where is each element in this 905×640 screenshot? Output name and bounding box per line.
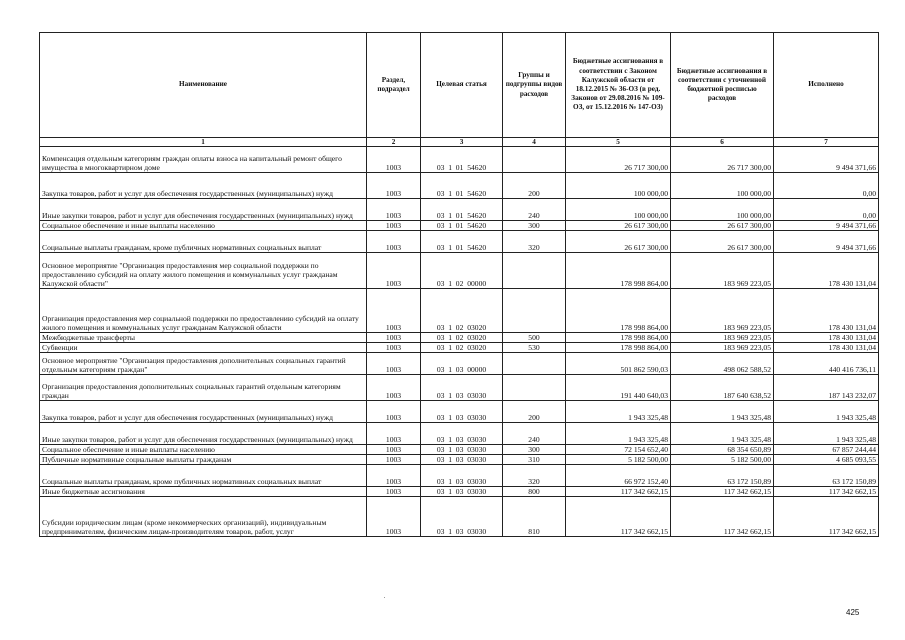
- row-section: 1003: [367, 445, 421, 455]
- row-name: Социальное обеспечение и иные выплаты населению: [40, 221, 367, 231]
- row-target: 03 1 03 03030: [421, 375, 503, 401]
- table-row: [40, 221, 879, 231]
- header-target: Целевая статья: [421, 33, 503, 138]
- budget-table: [39, 32, 879, 537]
- column-numbers-row: [40, 138, 879, 147]
- row-section: 1003: [367, 343, 421, 353]
- row-executed-amount: 178 430 131,04: [774, 289, 879, 333]
- row-law-amount: 72 154 652,40: [566, 445, 671, 455]
- row-target: 03 1 02 03020: [421, 289, 503, 333]
- row-section: 1003: [367, 289, 421, 333]
- row-target: 03 1 02 03020: [421, 333, 503, 343]
- page-number: 425: [846, 608, 860, 617]
- row-executed-amount: 0,00: [774, 199, 879, 221]
- row-refined-amount: 183 969 223,05: [671, 289, 774, 333]
- row-section: 1003: [367, 231, 421, 253]
- column-number: 4: [503, 138, 566, 147]
- table-row: [40, 289, 879, 333]
- row-name: Иные бюджетные ассигнования: [40, 487, 367, 497]
- row-executed-amount: 63 172 150,89: [774, 465, 879, 487]
- row-target: 03 1 02 00000: [421, 253, 503, 289]
- header-name: Наименование: [40, 33, 367, 138]
- row-law-amount: 178 998 864,00: [566, 333, 671, 343]
- row-group: 320: [503, 465, 566, 487]
- row-target: 03 1 01 54620: [421, 147, 503, 173]
- row-executed-amount: 9 494 371,66: [774, 147, 879, 173]
- row-section: 1003: [367, 455, 421, 465]
- row-group: 200: [503, 173, 566, 199]
- row-law-amount: 26 617 300,00: [566, 231, 671, 253]
- header-row: [40, 33, 879, 138]
- row-executed-amount: 178 430 131,04: [774, 333, 879, 343]
- row-law-amount: 100 000,00: [566, 199, 671, 221]
- column-number: 3: [421, 138, 503, 147]
- row-name: Основное мероприятие "Организация предоставления мер социальной поддержки по предоставлению субсидий на оплату жилого помещения и коммунальных услуг гражданам Калужской области": [40, 253, 367, 289]
- column-number: 1: [40, 138, 367, 147]
- row-group: 200: [503, 401, 566, 423]
- row-section: 1003: [367, 423, 421, 445]
- row-section: 1003: [367, 465, 421, 487]
- row-group: 240: [503, 199, 566, 221]
- table-row: [40, 173, 879, 199]
- table-row: [40, 401, 879, 423]
- row-refined-amount: 5 182 500,00: [671, 455, 774, 465]
- row-section: 1003: [367, 221, 421, 231]
- row-law-amount: 100 000,00: [566, 173, 671, 199]
- row-group: 530: [503, 343, 566, 353]
- row-refined-amount: 1 943 325,48: [671, 423, 774, 445]
- header-section: Раздел, подраздел: [367, 33, 421, 138]
- row-executed-amount: 1 943 325,48: [774, 423, 879, 445]
- row-refined-amount: 183 969 223,05: [671, 343, 774, 353]
- row-name: Межбюджетные трансферты: [40, 333, 367, 343]
- row-name: Организация предоставления мер социальной поддержки по предоставлению субсидий на оплату жилого помещения и коммунальных услуг гражданам Калужской области: [40, 289, 367, 333]
- row-name: Закупка товаров, работ и услуг для обеспечения государственных (муниципальных) нужд: [40, 401, 367, 423]
- row-group: [503, 289, 566, 333]
- row-executed-amount: 178 430 131,04: [774, 343, 879, 353]
- row-section: 1003: [367, 199, 421, 221]
- row-group: 300: [503, 445, 566, 455]
- row-name: Закупка товаров, работ и услуг для обеспечения государственных (муниципальных) нужд: [40, 173, 367, 199]
- row-law-amount: 117 342 662,15: [566, 497, 671, 537]
- table-row: [40, 455, 879, 465]
- table-row: [40, 353, 879, 375]
- row-name: Социальные выплаты гражданам, кроме публичных нормативных социальных выплат: [40, 465, 367, 487]
- row-executed-amount: 67 857 244,44: [774, 445, 879, 455]
- row-section: 1003: [367, 253, 421, 289]
- table-row: [40, 147, 879, 173]
- row-section: 1003: [367, 375, 421, 401]
- row-group: [503, 147, 566, 173]
- header-refined: Бюджетные ассигнования в соответствии с уточненной бюджетной росписью расходов: [671, 33, 774, 138]
- row-section: 1003: [367, 353, 421, 375]
- row-name: Субвенции: [40, 343, 367, 353]
- row-group: 320: [503, 231, 566, 253]
- row-refined-amount: 26 617 300,00: [671, 221, 774, 231]
- table-body: [40, 147, 879, 537]
- row-refined-amount: 183 969 223,05: [671, 333, 774, 343]
- row-refined-amount: 63 172 150,89: [671, 465, 774, 487]
- row-target: 03 1 03 03030: [421, 423, 503, 445]
- row-executed-amount: 9 494 371,66: [774, 221, 879, 231]
- row-executed-amount: 187 143 232,07: [774, 375, 879, 401]
- row-refined-amount: 498 062 588,52: [671, 353, 774, 375]
- row-law-amount: 26 717 300,00: [566, 147, 671, 173]
- row-refined-amount: 68 354 650,89: [671, 445, 774, 455]
- row-law-amount: 1 943 325,48: [566, 423, 671, 445]
- row-section: 1003: [367, 147, 421, 173]
- table-row: [40, 375, 879, 401]
- table-row: [40, 487, 879, 497]
- row-target: 03 1 03 03030: [421, 445, 503, 455]
- row-executed-amount: 440 416 736,11: [774, 353, 879, 375]
- row-refined-amount: 187 640 638,52: [671, 375, 774, 401]
- row-group: 810: [503, 497, 566, 537]
- row-group: 800: [503, 487, 566, 497]
- row-target: 03 1 03 03030: [421, 455, 503, 465]
- column-number: 7: [774, 138, 879, 147]
- row-name: Публичные нормативные социальные выплаты гражданам: [40, 455, 367, 465]
- table-row: [40, 423, 879, 445]
- header-law: Бюджетные ассигнования в соответствии с Законом Калужской области от 18.12.2015 № 36-ОЗ (в ред. Законов от 29.08.2016 № 109-ОЗ, от 15.12.2016 № 147-ОЗ): [566, 33, 671, 138]
- row-executed-amount: 117 342 662,15: [774, 497, 879, 537]
- row-executed-amount: 0,00: [774, 173, 879, 199]
- table-row: [40, 199, 879, 221]
- table-row: [40, 253, 879, 289]
- row-refined-amount: 26 617 300,00: [671, 231, 774, 253]
- row-target: 03 1 03 03030: [421, 497, 503, 537]
- row-name: Основное мероприятие "Организация предоставления дополнительных социальных гарантий отдельным категориям граждан": [40, 353, 367, 375]
- row-group: [503, 375, 566, 401]
- header-executed: Исполнено: [774, 33, 879, 138]
- row-name: Иные закупки товаров, работ и услуг для обеспечения государственных (муниципальных) нужд: [40, 423, 367, 445]
- row-group: 310: [503, 455, 566, 465]
- row-name: Социальные выплаты гражданам, кроме публичных нормативных социальных выплат: [40, 231, 367, 253]
- row-law-amount: 26 617 300,00: [566, 221, 671, 231]
- table-row: [40, 497, 879, 537]
- row-executed-amount: 9 494 371,66: [774, 231, 879, 253]
- row-law-amount: 501 862 590,03: [566, 353, 671, 375]
- row-target: 03 1 01 54620: [421, 231, 503, 253]
- table-row: [40, 465, 879, 487]
- row-name: Иные закупки товаров, работ и услуг для обеспечения государственных (муниципальных) нужд: [40, 199, 367, 221]
- row-refined-amount: 117 342 662,15: [671, 497, 774, 537]
- row-law-amount: 5 182 500,00: [566, 455, 671, 465]
- row-refined-amount: 100 000,00: [671, 173, 774, 199]
- row-name: Социальное обеспечение и иные выплаты населению: [40, 445, 367, 455]
- row-refined-amount: 183 969 223,05: [671, 253, 774, 289]
- row-group: [503, 253, 566, 289]
- row-group: 500: [503, 333, 566, 343]
- row-target: 03 1 03 00000: [421, 353, 503, 375]
- row-target: 03 1 03 03030: [421, 487, 503, 497]
- row-target: 03 1 01 54620: [421, 173, 503, 199]
- row-executed-amount: 4 685 093,55: [774, 455, 879, 465]
- row-name: Компенсация отдельным категориям граждан оплаты взноса на капитальный ремонт общего имущества в многоквартирном доме: [40, 147, 367, 173]
- row-law-amount: 178 998 864,00: [566, 343, 671, 353]
- row-section: 1003: [367, 173, 421, 199]
- row-section: 1003: [367, 487, 421, 497]
- row-law-amount: 178 998 864,00: [566, 253, 671, 289]
- table-row: [40, 333, 879, 343]
- row-name: Субсидии юридическим лицам (кроме некоммерческих организаций), индивидуальным предпринимателям, физическим лицам-производителям товаров, работ, услуг: [40, 497, 367, 537]
- column-number: 2: [367, 138, 421, 147]
- row-refined-amount: 26 717 300,00: [671, 147, 774, 173]
- column-number: 6: [671, 138, 774, 147]
- row-section: 1003: [367, 333, 421, 343]
- row-name: Организация предоставления дополнительных социальных гарантий отдельным категориям граждан: [40, 375, 367, 401]
- row-group: 240: [503, 423, 566, 445]
- row-section: 1003: [367, 497, 421, 537]
- row-group: [503, 353, 566, 375]
- header-group: Группы и подгруппы видов расходов: [503, 33, 566, 138]
- scan-speck: [384, 597, 385, 598]
- row-refined-amount: 1 943 325,48: [671, 401, 774, 423]
- row-target: 03 1 01 54620: [421, 199, 503, 221]
- row-law-amount: 1 943 325,48: [566, 401, 671, 423]
- row-section: 1003: [367, 401, 421, 423]
- row-target: 03 1 01 54620: [421, 221, 503, 231]
- row-refined-amount: 100 000,00: [671, 199, 774, 221]
- row-group: 300: [503, 221, 566, 231]
- row-executed-amount: 1 943 325,48: [774, 401, 879, 423]
- row-law-amount: 191 440 640,03: [566, 375, 671, 401]
- table-row: [40, 343, 879, 353]
- row-executed-amount: 178 430 131,04: [774, 253, 879, 289]
- table-row: [40, 445, 879, 455]
- column-number: 5: [566, 138, 671, 147]
- row-law-amount: 117 342 662,15: [566, 487, 671, 497]
- row-target: 03 1 03 03030: [421, 401, 503, 423]
- row-refined-amount: 117 342 662,15: [671, 487, 774, 497]
- row-law-amount: 178 998 864,00: [566, 289, 671, 333]
- row-target: 03 1 02 03020: [421, 343, 503, 353]
- row-target: 03 1 03 03030: [421, 465, 503, 487]
- row-law-amount: 66 972 152,40: [566, 465, 671, 487]
- table-row: [40, 231, 879, 253]
- row-executed-amount: 117 342 662,15: [774, 487, 879, 497]
